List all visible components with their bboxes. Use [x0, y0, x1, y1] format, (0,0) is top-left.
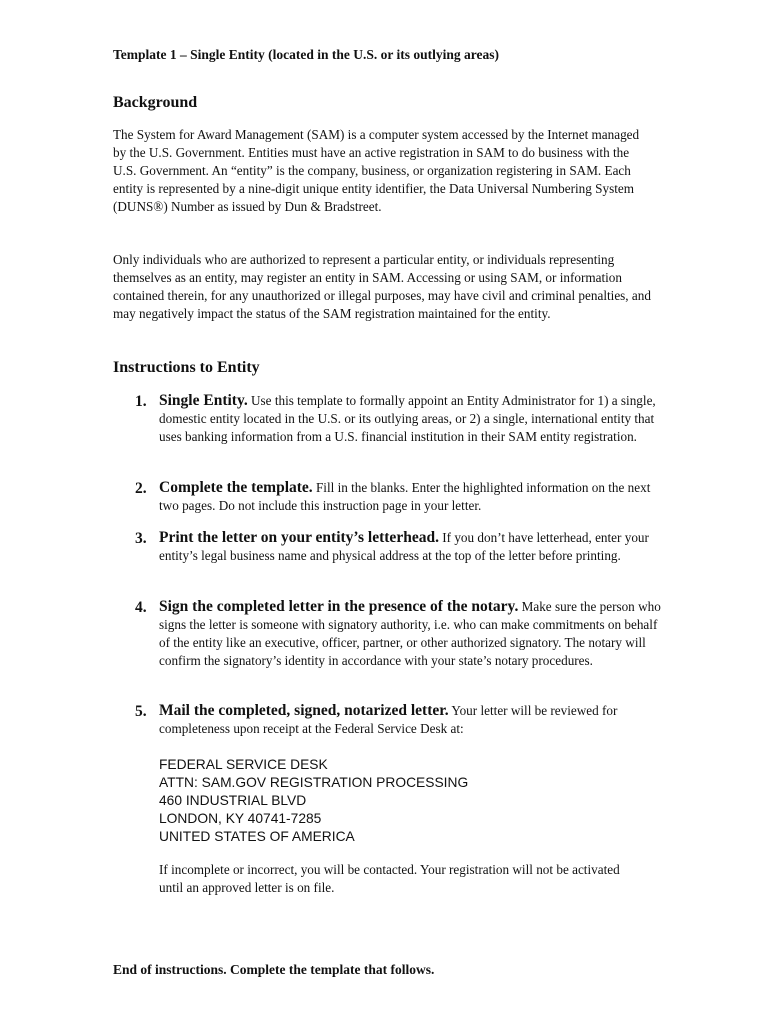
address-line: 460 INDUSTRIAL BLVD	[159, 793, 307, 808]
address-line: FEDERAL SERVICE DESK	[159, 757, 328, 772]
instruction-text: Your letter will be reviewed for completeness upon receipt at the Federal Service Desk at:	[159, 703, 618, 736]
instruction-body	[159, 529, 665, 565]
instruction-text: Fill in the blanks. Enter the highlighted information on the next two pages. Do not include this instruction page in your letter.	[159, 480, 651, 513]
incomplete-note: If incomplete or incorrect, you will be contacted. Your registration will not be activated until an approved letter is on file.	[159, 862, 620, 895]
background-heading: Background	[113, 94, 198, 111]
instruction-number: 2.	[135, 480, 147, 497]
instruction-lead: Complete the template.	[159, 479, 313, 496]
instruction-lead: Sign the completed letter in the presence of the notary.	[159, 598, 519, 615]
end-of-instructions: End of instructions. Complete the template that follows.	[113, 962, 435, 977]
instructions-heading: Instructions to Entity	[113, 359, 260, 376]
instruction-text: If you don’t have letterhead, enter your entity’s legal business name and physical address at the top of the letter before printing.	[159, 530, 649, 563]
background-paragraph-2	[113, 251, 653, 323]
document-title: Template 1 – Single Entity (located in the U.S. or its outlying areas)	[113, 47, 500, 62]
instruction-body	[159, 392, 665, 446]
instruction-lead: Mail the completed, signed, notarized letter.	[159, 702, 449, 719]
instruction-number: 4.	[135, 599, 147, 616]
instruction-lead: Single Entity.	[159, 392, 248, 409]
background-paragraph-2-text: Only individuals who are authorized to represent a particular entity, or individuals representing themselves as an entity, may register an entity in SAM. Accessing or using SAM, or information contained therein, for any unauthorized or illegal purposes, may have civil and criminal penalties, and may negatively impact the status of the SAM registration maintained for the entity.	[113, 252, 651, 321]
background-paragraph-1-text: The System for Award Management (SAM) is a computer system accessed by the Internet managed by the U.S. Government. Entities must have an active registration in SAM to do business with the U.S. Government. An “entity” is the company, business, or organization registering in SAM. Each entity is represented by a nine-digit unique entity identifier, the Data Universal Numbering System (DUNS®) Number as issued by Dun & Bradstreet.	[113, 127, 640, 214]
instruction-number: 5.	[135, 703, 147, 720]
address-line: UNITED STATES OF AMERICA	[159, 829, 355, 844]
background-paragraph-1	[113, 126, 653, 216]
instruction-lead: Print the letter on your entity’s letterhead.	[159, 529, 439, 546]
address-line: LONDON, KY 40741-7285	[159, 811, 322, 826]
instruction-body	[159, 702, 665, 738]
mailing-address	[159, 756, 468, 846]
instruction-number: 1.	[135, 393, 147, 410]
instruction-text: Use this template to formally appoint an Entity Administrator for 1) a single, domestic entity located in the U.S. or its outlying areas, or 2) a single, international entity that uses banking information from a U.S. financial institution in their SAM entity registration.	[159, 393, 656, 444]
instruction-body	[159, 479, 665, 515]
instruction-number: 3.	[135, 530, 147, 547]
instruction-text: Make sure the person who signs the letter is someone with signatory authority, i.e. who can make commitments on behalf of the entity like an executive, officer, partner, or other authorized signatory. The notary will confirm the signatory’s identity in accordance with your state’s notary procedures.	[159, 599, 661, 668]
address-line: ATTN: SAM.GOV REGISTRATION PROCESSING	[159, 775, 469, 790]
instruction-body	[159, 598, 665, 670]
